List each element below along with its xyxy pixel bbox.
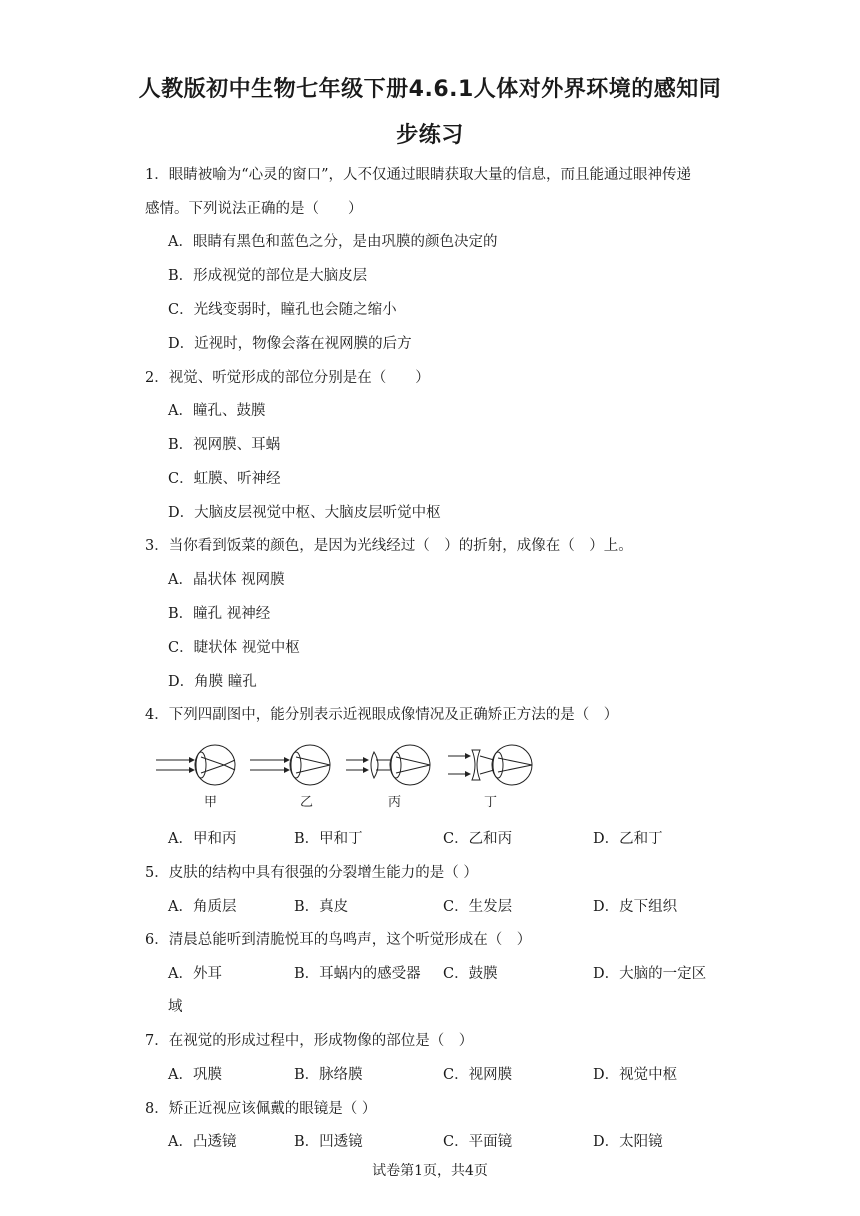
- fig-label-yi: 乙: [300, 795, 314, 810]
- q3-option-a: A．晶状体 视网膜: [168, 572, 285, 588]
- q4-option-b: B．甲和丁: [294, 831, 363, 847]
- q4-option-a: A．甲和丙: [168, 831, 237, 847]
- q2-option-b: B．视网膜、耳蜗: [168, 437, 281, 453]
- q1-stem-line2: 感情。下列说法正确的是（ ）: [145, 201, 363, 217]
- q1-option-c: C．光线变弱时，瞳孔也会随之缩小: [168, 302, 397, 318]
- q2-stem: 2．视觉、听觉形成的部位分别是在（ ）: [145, 370, 430, 386]
- q7-option-d: D．视觉中枢: [593, 1067, 678, 1083]
- q4-option-c: C．乙和丙: [443, 831, 513, 847]
- q8-option-c: C．平面镜: [443, 1134, 513, 1150]
- eye-diagram-yi: [250, 745, 330, 785]
- eye-diagram-figure: [150, 742, 570, 814]
- page-footer: 试卷第1页，共4页: [372, 1163, 488, 1179]
- q4-option-d: D．乙和丁: [593, 831, 663, 847]
- q1-option-d: D．近视时，物像会落在视网膜的后方: [168, 336, 412, 352]
- q6-option-d-continued: 域: [168, 999, 183, 1015]
- q7-option-c: C．视网膜: [443, 1067, 513, 1083]
- q4-stem: 4．下列四副图中，能分别表示近视眼成像情况及正确矫正方法的是（ ）: [145, 707, 619, 723]
- q7-option-b: B．脉络膜: [294, 1067, 363, 1083]
- q5-option-d: D．皮下组织: [593, 899, 678, 915]
- q5-options: [168, 890, 728, 924]
- eye-diagram-bing: [346, 745, 430, 785]
- q6-option-d: D．大脑的一定区: [593, 966, 707, 982]
- q6-options: [168, 957, 728, 991]
- q8-option-a: A．凸透镜: [168, 1134, 237, 1150]
- fig-label-ding: 丁: [484, 795, 498, 810]
- q1-stem-line1: 1．眼睛被喻为“心灵的窗口”，人不仅通过眼睛获取大量的信息，而且能通过眼神传递: [145, 167, 692, 183]
- fig-label-bing: 丙: [388, 795, 402, 810]
- q5-option-a: A．角质层: [168, 899, 237, 915]
- q7-stem: 7．在视觉的形成过程中，形成物像的部位是（ ）: [145, 1033, 474, 1049]
- q8-stem: 8．矫正近视应该佩戴的眼镜是（ ）: [145, 1101, 377, 1117]
- q5-option-b: B．真皮: [294, 899, 349, 915]
- q2-option-d: D．大脑皮层视觉中枢、大脑皮层听觉中枢: [168, 505, 441, 521]
- eye-diagram-jia: [156, 745, 235, 785]
- page-title-line2: 步练习: [396, 123, 464, 148]
- q2-option-a: A．瞳孔、鼓膜: [168, 403, 266, 419]
- q6-option-a: A．外耳: [168, 966, 222, 982]
- q8-options: [168, 1125, 728, 1159]
- eye-diagram-ding: [448, 745, 532, 785]
- q1-option-a: A．眼睛有黑色和蓝色之分，是由巩膜的颜色决定的: [168, 234, 498, 250]
- q1-option-b: B．形成视觉的部位是大脑皮层: [168, 268, 368, 284]
- q6-stem: 6．清晨总能听到清脆悦耳的鸟鸣声，这个听觉形成在（ ）: [145, 932, 532, 948]
- q8-option-d: D．太阳镜: [593, 1134, 663, 1150]
- q4-options: [168, 822, 728, 856]
- q3-option-c: C．睫状体 视觉中枢: [168, 640, 300, 656]
- q6-option-b: B．耳蜗内的感受器: [294, 966, 421, 982]
- q3-option-d: D．角膜 瞳孔: [168, 674, 257, 690]
- q7-options: [168, 1058, 728, 1092]
- page-title-line1: 人教版初中生物七年级下册4.6.1人体对外界环境的感知同: [138, 77, 722, 102]
- q6-option-c: C．鼓膜: [443, 966, 498, 982]
- q3-stem: 3．当你看到饭菜的颜色，是因为光线经过（ ）的折射，成像在（ ）上。: [145, 538, 633, 554]
- q2-option-c: C．虹膜、听神经: [168, 471, 281, 487]
- q8-option-b: B．凹透镜: [294, 1134, 363, 1150]
- q7-option-a: A．巩膜: [168, 1067, 222, 1083]
- fig-label-jia: 甲: [204, 795, 218, 810]
- q5-stem: 5．皮肤的结构中具有很强的分裂增生能力的是（ ）: [145, 865, 478, 881]
- q3-option-b: B．瞳孔 视神经: [168, 606, 271, 622]
- q5-option-c: C．生发层: [443, 899, 513, 915]
